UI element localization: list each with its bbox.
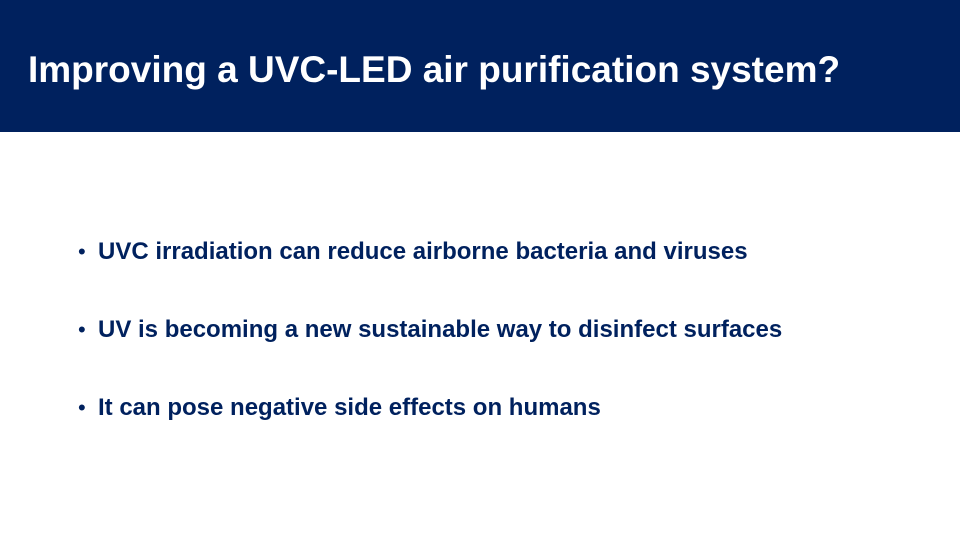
bullet-item bbox=[78, 388, 782, 427]
bullet-list bbox=[78, 232, 782, 466]
bullet-marker: • bbox=[78, 317, 86, 342]
title-bar bbox=[0, 0, 960, 132]
bullet-item bbox=[78, 232, 782, 271]
bullet-text: UV is becoming a new sustainable way to disinfect surfaces bbox=[98, 316, 783, 343]
bullet-text: UVC irradiation can reduce airborne bacteria and viruses bbox=[98, 238, 748, 265]
bullet-marker: • bbox=[78, 395, 86, 420]
bullet-marker: • bbox=[78, 239, 86, 264]
slide-title: Improving a UVC-LED air purification system? bbox=[28, 49, 841, 90]
bullet-text: It can pose negative side effects on humans bbox=[98, 394, 601, 421]
bullet-item bbox=[78, 310, 782, 349]
